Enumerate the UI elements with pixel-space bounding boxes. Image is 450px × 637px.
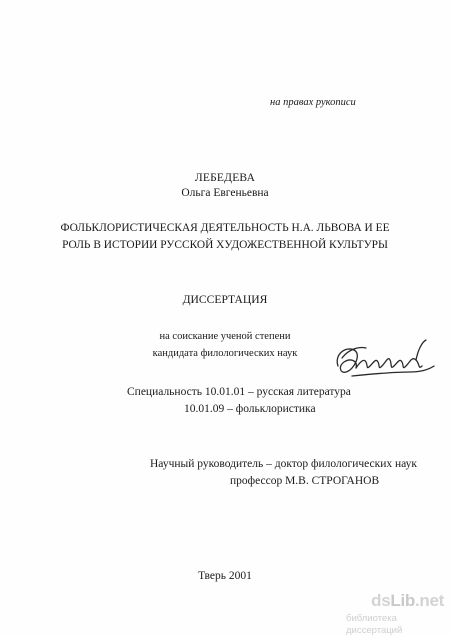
watermark-logo	[371, 590, 444, 612]
rights-note: на правах рукописи	[270, 97, 356, 108]
watermark-logo-lib: Lib	[390, 591, 415, 610]
watermark-logo-ds: ds	[371, 591, 391, 610]
specialty-line-2: 10.01.09 – фольклористика	[184, 403, 316, 415]
watermark-subtitle: библиотека диссертаций	[346, 613, 403, 636]
city-year: Тверь 2001	[198, 570, 252, 582]
dissertation-title-line-2: РОЛЬ В ИСТОРИИ РУССКОЙ ХУДОЖЕСТВЕННОЙ КУЛЬТУРЫ	[62, 239, 388, 251]
specialty-line-1: Специальность 10.01.01 – русская литература	[127, 386, 351, 398]
watermark-logo-net: .net	[414, 591, 444, 610]
advisor-line-1: Научный руководитель – доктор филологических наук	[150, 458, 418, 470]
author-signature	[332, 336, 440, 386]
advisor-line-2: профессор М.В. СТРОГАНОВ	[230, 475, 380, 487]
dissertation-title-line-1: ФОЛЬКЛОРИСТИЧЕСКАЯ ДЕЯТЕЛЬНОСТЬ Н.А. ЛЬВОВА И ЕЕ	[60, 222, 390, 234]
author-given-names: Ольга Евгеньевна	[181, 187, 269, 199]
work-type-heading: ДИССЕРТАЦИЯ	[182, 293, 268, 306]
degree-line-2: кандидата филологических наук	[152, 348, 298, 359]
dslib-watermark	[346, 590, 448, 634]
degree-line-1: на соискание ученой степени	[159, 331, 291, 342]
author-surname: ЛЕБЕДЕВА	[194, 172, 256, 184]
